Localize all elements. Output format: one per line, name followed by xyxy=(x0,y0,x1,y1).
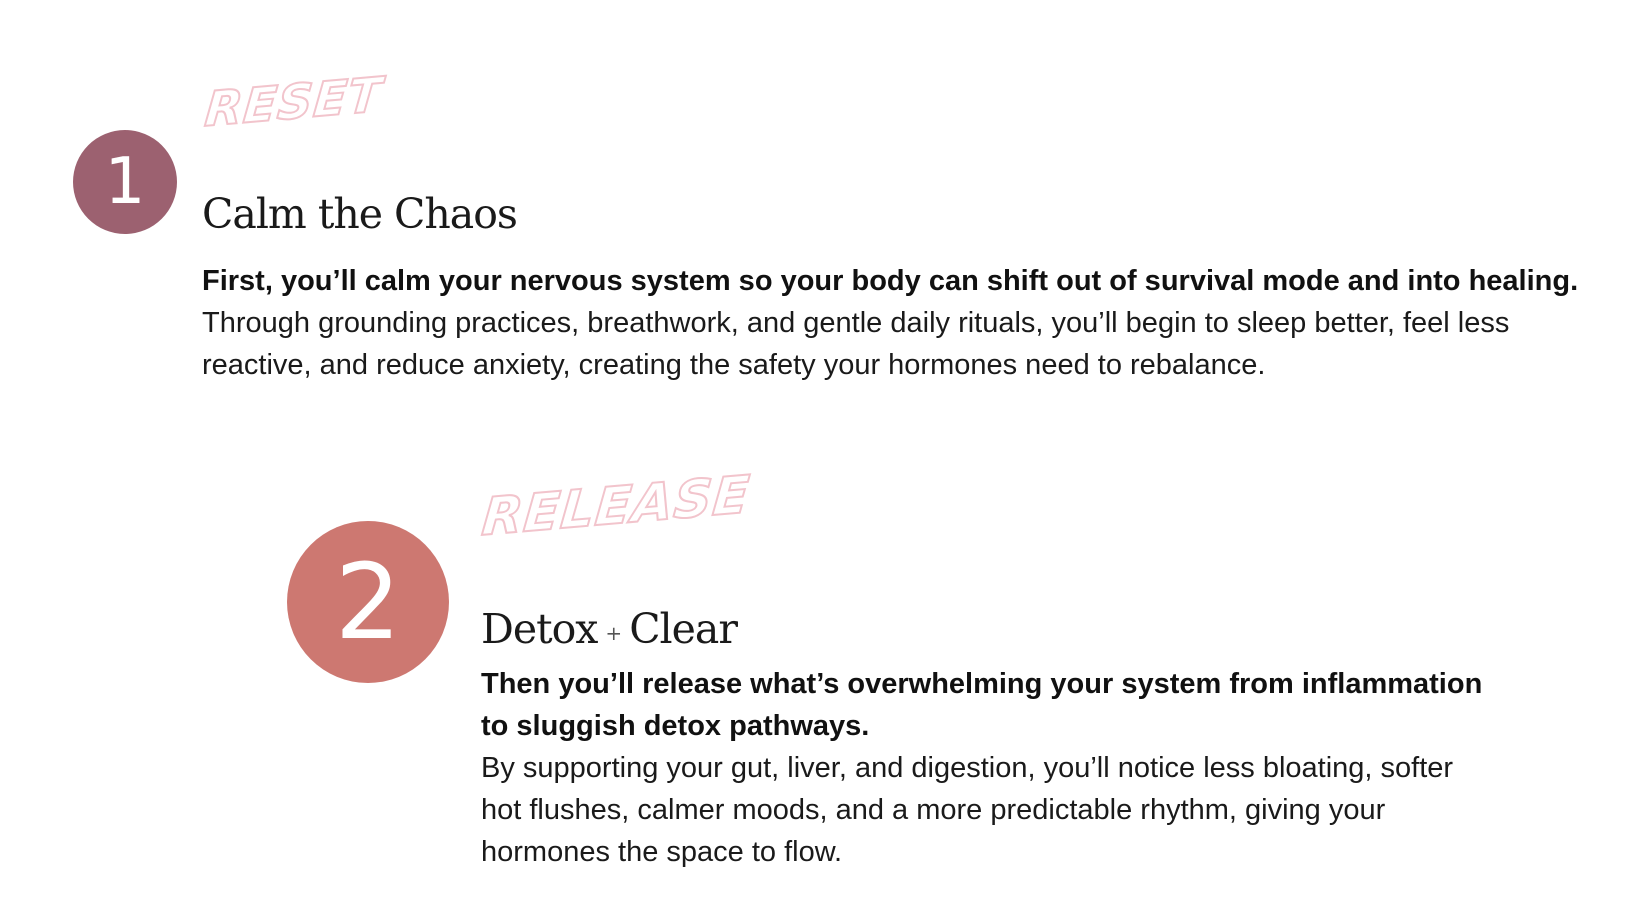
step-body-text: By supporting your gut, liver, and digestion, you’ll notice less bloating, softer hot flushes, calmer moods, and a more predictable rhythm, giving your hormones the space to flow. xyxy=(481,752,1454,868)
step-title xyxy=(481,605,737,654)
step-tag-reset: RESET xyxy=(202,66,385,138)
step-title: Calm the Chaos xyxy=(202,190,517,239)
step-title-part: Detox xyxy=(481,605,598,654)
step-title-part: Clear xyxy=(629,605,737,654)
step-number-badge: 2 xyxy=(287,521,449,683)
step-lead-text: Then you’ll release what’s overwhelming your system from inflammation to sluggish detox pathways. xyxy=(481,668,1483,742)
step-description xyxy=(202,260,1602,386)
step-number-badge: 1 xyxy=(73,130,177,234)
step-description xyxy=(481,663,1491,873)
step-body-text: Through grounding practices, breathwork, and gentle daily rituals, you’ll begin to sleep better, feel less reactive, and reduce anxiety, creating the safety your hormones need to rebalance. xyxy=(202,307,1510,381)
step-tag-release: RELEASE xyxy=(479,465,753,548)
step-title-plus: + xyxy=(605,620,622,645)
step-lead-text: First, you’ll calm your nervous system so your body can shift out of survival mode and into healing. xyxy=(202,265,1579,297)
